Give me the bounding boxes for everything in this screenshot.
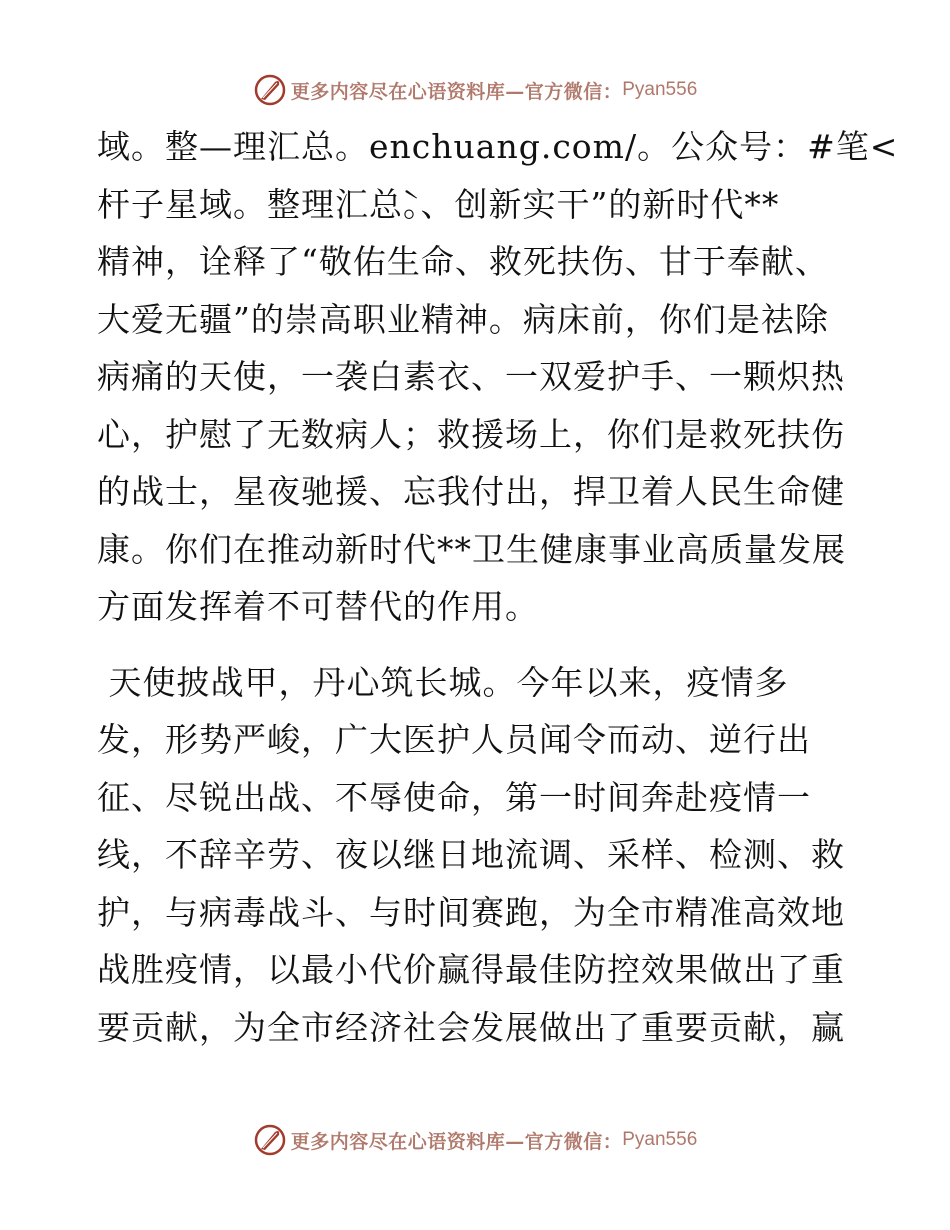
paragraph-2: [97, 654, 857, 1057]
wechat-id: Pyan556: [622, 1129, 698, 1150]
text-line: 线，不辞辛劳、夜以继日地流调、采样、检测、救: [97, 835, 845, 874]
text-line: 心，护慰了无数病人；救援场上，你们是救死扶伤: [97, 414, 845, 454]
paragraph-gap: [97, 636, 857, 654]
document-body: [97, 118, 899, 1056]
text-line: 大爱无疆”的崇高职业精神。病床前，你们是祛除: [97, 299, 829, 339]
feather-logo-icon: [253, 1123, 287, 1157]
text-line: 康。你们在推动新时代**卫生健康事业高质量发展: [97, 529, 846, 569]
text-line: 要贡献，为全市经济社会发展做出了重要贡献，赢: [97, 1007, 845, 1047]
text-line: 方面发挥着不可替代的作用。: [97, 587, 539, 626]
banner-text: 更多内容尽在心语资料库—官方微信：: [290, 1130, 623, 1153]
text-line: 的战士，星夜驰援、忘我付出，捍卫着人民生命健: [97, 472, 845, 511]
text-line: 天使披战甲，丹心筑长城。今年以来，疫情多: [97, 662, 789, 702]
text-line: 杆子星域。整理汇总̀。、创新实干”的新时代**: [97, 184, 780, 224]
text-line: 精神，诠释了“敬佑生命、救死扶伤、甘于奉献、: [97, 242, 829, 281]
banner-text: 更多内容尽在心语资料库—官方微信：: [290, 80, 623, 103]
text-line: 征、尽锐出战、不辱使命，第一时间奔赴疫情一: [97, 777, 811, 817]
text-line: 域。整—理汇总。enchuang.com/。公众号：#笔<: [97, 127, 899, 166]
text-line: 战胜疫情，以最小代价赢得最佳防控效果做出了重: [97, 950, 845, 989]
paragraph-1: [97, 118, 899, 636]
feather-logo-icon: [253, 73, 287, 107]
text-line: 病痛的天使，一袭白素衣、一双爱护手、一颗炽热: [97, 357, 845, 396]
footer-banner: [0, 1120, 950, 1160]
text-line: 护，与病毒战斗、与时间赛跑，为全市精准高效地: [97, 892, 845, 932]
wechat-id: Pyan556: [622, 79, 698, 100]
text-line: 发，形势严峻，广大医护人员闻令而动、逆行出: [97, 720, 811, 759]
header-banner: [0, 70, 950, 110]
